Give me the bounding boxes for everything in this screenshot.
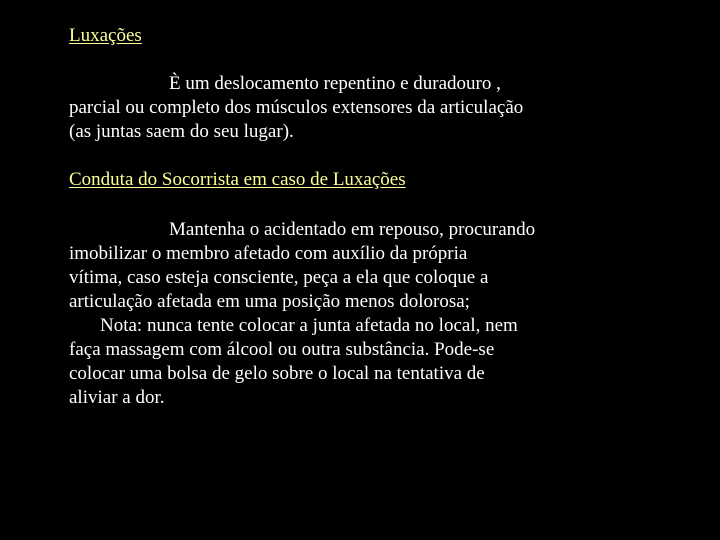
paragraph-line: aliviar a dor. (69, 387, 165, 408)
definition-paragraph (69, 72, 689, 144)
section-heading-luxacoes: Luxações (69, 25, 142, 46)
paragraph-line: colocar uma bolsa de gelo sobre o local na tentativa de (69, 363, 485, 384)
paragraph-line: faça massagem com álcool ou outra substância. Pode-se (69, 339, 495, 360)
paragraph-line: vítima, caso esteja consciente, peça a ela que coloque a (69, 267, 489, 288)
paragraph-line: È um deslocamento repentino e duradouro , (169, 73, 501, 94)
note-line: Nota: nunca tente colocar a junta afetada no local, nem (100, 315, 518, 336)
paragraph-line: (as juntas saem do seu lugar). (69, 121, 294, 142)
procedure-paragraph (69, 218, 689, 410)
paragraph-line: parcial ou completo dos músculos extensores da articulação (69, 97, 524, 118)
paragraph-line: imobilizar o membro afetado com auxílio da própria (69, 243, 468, 264)
paragraph-line: Mantenha o acidentado em repouso, procurando (169, 219, 536, 240)
paragraph-line: articulação afetada em uma posição menos dolorosa; (69, 291, 470, 312)
section-heading-conduta: Conduta do Socorrista em caso de Luxações (69, 169, 406, 190)
